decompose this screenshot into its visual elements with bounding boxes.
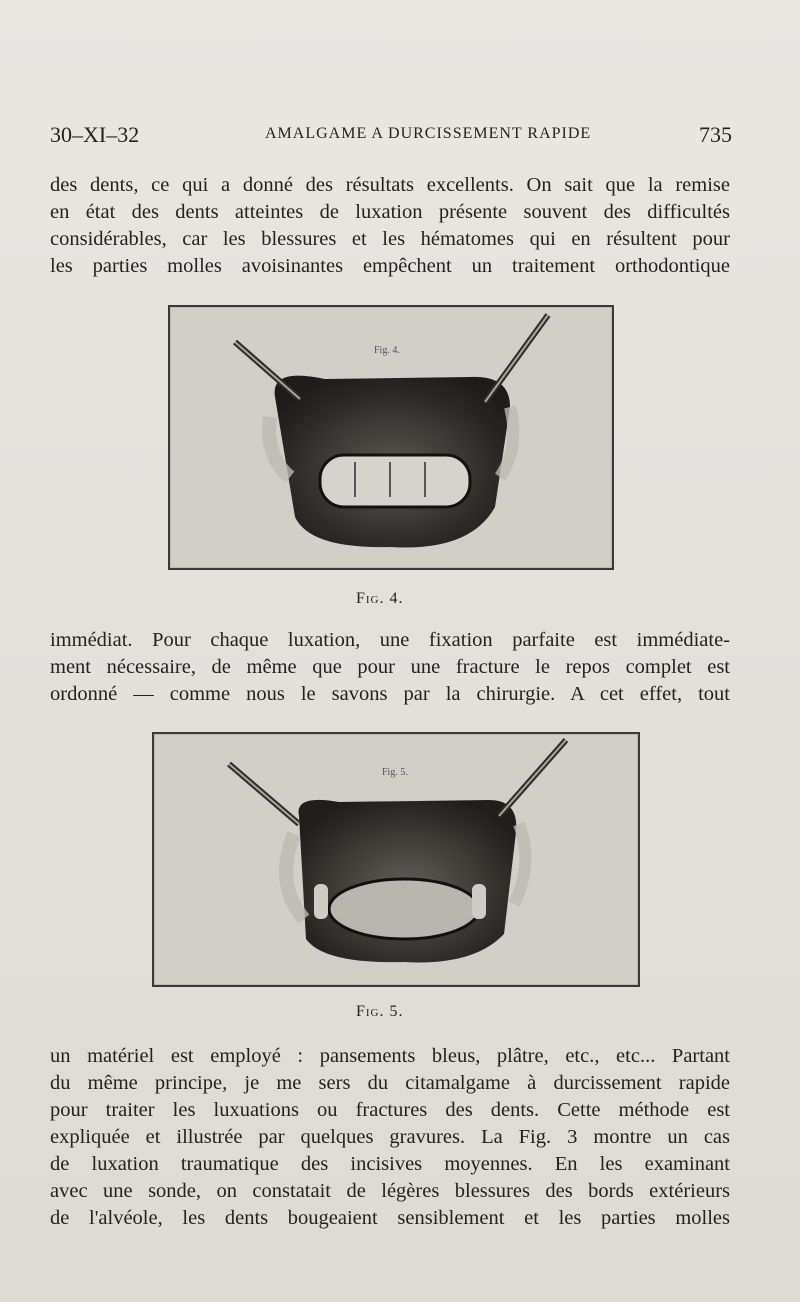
header-title: AMALGAME A DURCISSEMENT RAPIDE <box>265 125 592 142</box>
text-line: immédiat. Pour chaque luxation, une fixation parfaite est immédiate- <box>50 629 730 651</box>
figure-4-photo <box>168 305 614 570</box>
text-line: en état des dents atteintes de luxation présente souvent des difficultés <box>50 201 730 223</box>
paragraph-3 <box>50 1043 730 1232</box>
figure-5-caption: Fig. 5. <box>356 1003 404 1020</box>
text-line: considérables, car les blessures et les hématomes qui en résultent pour <box>50 228 730 250</box>
figure-4-caption: Fig. 4. <box>356 590 404 607</box>
page-number: 735 <box>699 122 732 147</box>
text-line: un matériel est employé : pansements bleus, plâtre, etc., etc... Partant <box>50 1045 730 1067</box>
text-line: expliquée et illustrée par quelques gravures. La Fig. 3 montre un cas <box>50 1126 730 1148</box>
text-line: les parties molles avoisinantes empêchent un traitement orthodontique <box>50 255 730 277</box>
text-line: pour traiter les luxuations ou fractures des dents. Cette méthode est <box>50 1099 730 1121</box>
figure-5-photo <box>152 732 640 987</box>
text-line: de luxation traumatique des incisives moyennes. En les examinant <box>50 1153 730 1175</box>
text-line: avec une sonde, on constatait de légères blessures des bords extérieurs <box>50 1180 730 1202</box>
paragraph-2 <box>50 627 730 708</box>
header-date: 30–XI–32 <box>50 122 140 147</box>
text-line: de l'alvéole, les dents bougeaient sensiblement et les parties molles <box>50 1207 730 1229</box>
figure-4-inner-label: Fig. 4. <box>374 345 400 356</box>
text-line: ment nécessaire, de même que pour une fracture le repos complet est <box>50 656 730 678</box>
paragraph-1 <box>50 172 730 280</box>
running-header <box>50 122 732 152</box>
text-line: ordonné — comme nous le savons par la chirurgie. A cet effet, tout <box>50 683 730 705</box>
figure-5-inner-label: Fig. 5. <box>382 767 408 778</box>
text-line: du même principe, je me sers du citamalgame à durcissement rapide <box>50 1072 730 1094</box>
text-line: des dents, ce qui a donné des résultats excellents. On sait que la remise <box>50 174 730 196</box>
